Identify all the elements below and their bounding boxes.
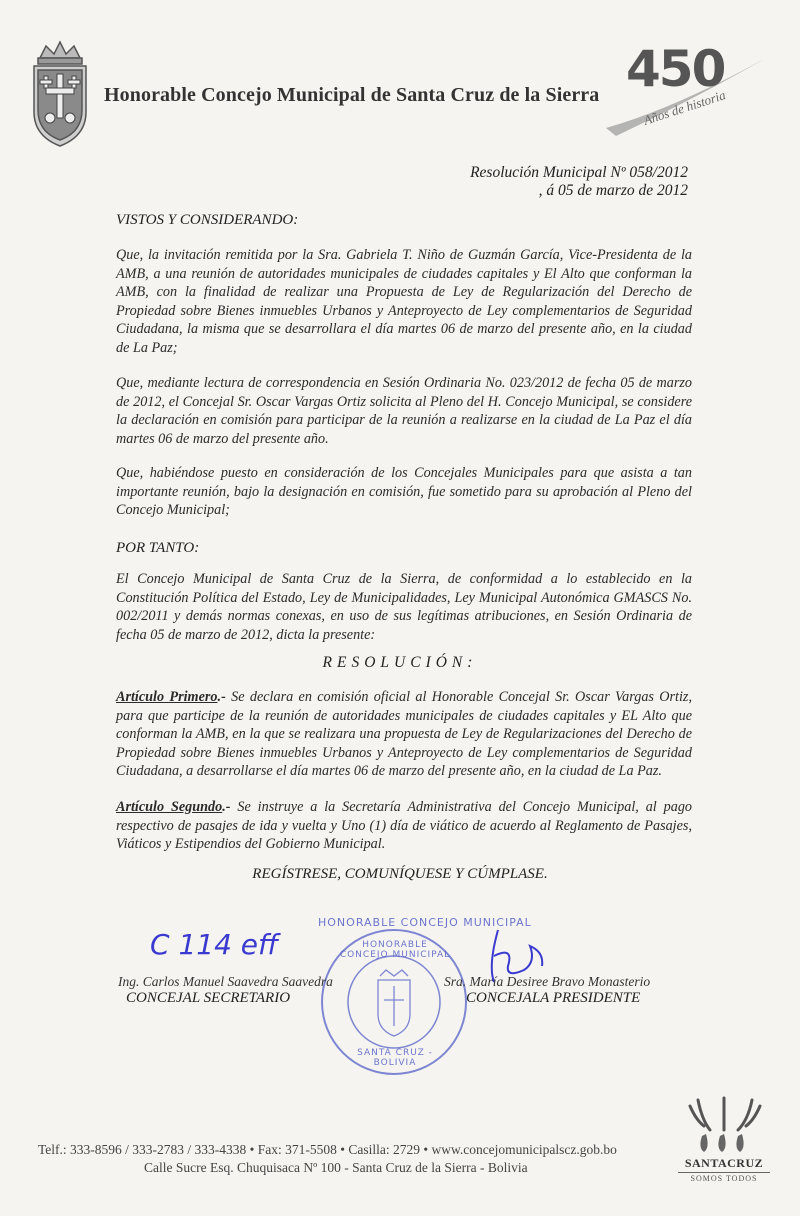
stamp-text-top: HONORABLE CONCEJO MUNICIPAL [318,916,532,929]
paragraph-3: Que, habiéndose puesto en consideración de los Concejales Municipales para que asista a tan importante reunión, bajo la designación en comisión, fue sometido para su aprobación al Pleno del Concejo Municipal; [116,465,692,519]
secretary-role: CONCEJAL SECRETARIO [126,990,291,1006]
resolution-reference [470,164,688,200]
footer-address: Calle Sucre Esq. Chuquisaca Nº 100 - Santa Cruz de la Sierra - Bolivia [144,1160,528,1175]
stamp-bottom-label: SANTA CRUZ - BOLIVIA [357,1048,433,1068]
stamp-crest-icon [378,970,410,1036]
article-2-dash: .- [222,799,231,815]
paragraph-4: El Concejo Municipal de Santa Cruz de la Sierra, de conformidad a lo establecido en la Constitución Política del Estado, Ley de Municipalidades, Ley Municipal Autonómica GMASCS No. 002/2011 y demás normas conexas, en uso de sus legítimas atribuciones, en Sesión Ordinaria de fecha 05 de marzo de 2012, dicta la presente: [116,571,692,643]
coat-of-arms-icon [26,40,94,152]
article-1-text: Se declara en comisión oficial al Honorable Concejal Sr. Oscar Vargas Ortiz, para que participe de la reunión de autoridades municipales de ciudades capitales y EL Alto que conforman la AMB, en la que se realizara una propuesta de Ley de Regularizaciones del Derecho de Propiedad sobre Bienes inmuebles Urbanos y Anteproyecto de Ley complementarios de Seguridad Ciudadana, a desarrollarse el día martes 06 de marzo del presente año, en la ciudad de La Paz. [116,689,692,780]
vistos-heading: VISTOS Y CONSIDERANDO: [116,212,299,228]
article-2-label: Artículo Segundo [116,799,223,815]
handwritten-note: C 114 eff [150,928,279,961]
resolucion-heading: RESOLUCIÓN: [322,654,478,671]
footer-contact: Telf.: 333-8596 / 333-2783 / 333-4338 • Fax: 371-5508 • Casilla: 2729 • www.concejomunicipalscz.gob.bo [38,1142,617,1157]
paragraph-2: Que, mediante lectura de correspondencia en Sesión Ordinaria No. 023/2012 de fecha 05 de marzo de 2012, el Concejal Sr. Oscar Vargas Ortiz solicita al Pleno del H. Concejo Municipal, se considere la declaración en comisión para participar de la reunión a realizarse en la ciudad de La Paz el día martes 06 de marzo del presente año. [116,375,692,447]
brand-name: SANTACRUZ [684,1156,764,1170]
anniversary-logo [596,38,776,138]
article-1 [116,688,692,781]
president-name: Sra. María Desiree Bravo Monasterio [444,974,651,989]
brand-tagline: SOMOS TODOS [678,1172,770,1183]
closing-statement: REGÍSTRESE, COMUNÍQUESE Y CÚMPLASE. [252,866,548,882]
article-2 [116,798,692,854]
organization-name: Honorable Concejo Municipal de Santa Cruz de la Sierra [104,84,600,106]
por-tanto-heading: POR TANTO: [116,540,200,556]
article-1-dash: .- [217,689,226,705]
resolution-date: , á 05 de marzo de 2012 [538,182,688,199]
stamp-top-label: HONORABLE CONCEJO MUNICIPAL [339,940,451,960]
president-role: CONCEJALA PRESIDENTE [466,990,641,1006]
article-2-text: Se instruye a la Secretaría Administrativa del Concejo Municipal, al pago respectivo de pasajes de ida y vuelta y Uno (1) día de viático de acuerdo al Reglamento de Pasajes, Viáticos y Estipendios del Gobierno Municipal. [116,799,693,853]
secretary-name: Ing. Carlos Manuel Saavedra Saavedra [118,974,333,989]
anniversary-number: 450 [626,40,725,98]
anniversary-text: Años de historia [641,87,728,128]
article-1-label: Artículo Primero [116,689,218,705]
paragraph-1: Que, la invitación remitida por la Sra. Gabriela T. Niño de Guzmán García, Vice-Presidenta de la AMB, a una reunión de autoridades municipales de ciudades capitales y El Alto que conforman la AMB, con la finalidad de realizar una Propuesta de Ley de Regularización del Derecho de Propiedad sobre Bienes inmuebles Urbanos y Anteproyecto de Ley complementarios de Seguridad Ciudadana, la misma que se desarrollara el día martes 06 de marzo del presente año, en la ciudad de La Paz; [116,247,692,356]
resolution-number: Resolución Municipal Nº 058/2012 [470,164,688,181]
